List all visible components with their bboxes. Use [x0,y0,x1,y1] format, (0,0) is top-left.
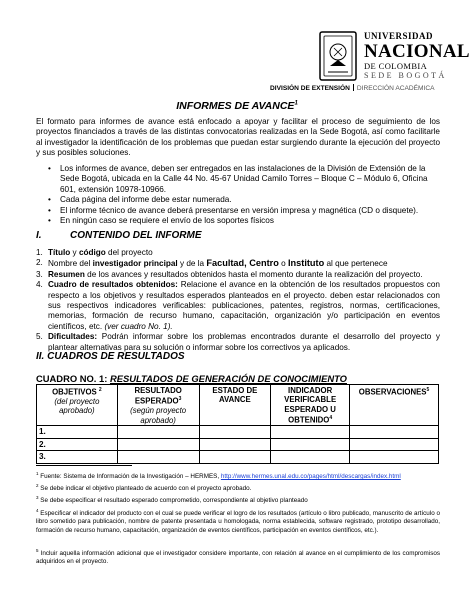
col-header-resultado: RESULTADO ESPERADO$^3$ (según proyecto aprobado) [117,385,199,426]
table-caption: CUADRO NO. 1: RESULTADOS DE GENERACIÓN DE CONOCIMIENTO [36,373,347,384]
hermes-link[interactable]: http://www.hermes.unal.edu.co/pages/html/descargas/index.html [220,473,401,481]
department-sub: DIRECCIÓN ACADÉMICA [356,85,435,92]
list-item: 3. Resumen de los avances y resultados obtenidos hasta el momento durante la realización del proyecto. [36,269,423,279]
col-header-estado: ESTADO DE AVANCE [199,385,271,426]
logo-line-nacional: NACIONAL [364,41,470,62]
list-item: 2. Nombre del investigador principal y de la Facultad, Centro o Instituto al que pertenece [36,258,388,269]
list-item: • En ningún caso se requiere el envío de los soportes físicos [48,216,440,226]
footnote-1: $^1$ Fuente: Sistema de Información de la Investigación – HERMES, http://www.hermes.unal.edu.co/pages/html/descargas/index.html [36,471,401,481]
intro-paragraph: El formato para informes de avance está enfocado a apoyar y facilitar el proceso de seguimiento de los proyectos financiados a través de las distintas convocatorias realizadas en la Sede Bogotá, así como facilitarle al investigador la identificación de los problemas que puedan estar surgiendo durante la ejecución del proyecto y sus posibles soluciones. [36,117,440,158]
logo-line-universidad: UNIVERSIDAD [364,31,434,41]
list-item: • Cada página del informe debe estar numerada. [48,195,440,205]
list-item: 4. Cuadro de resultados obtenidos: Relacione el avance en la obtención de los resultados propuestos con respecto a los objetivos y resultados esperados planteados en el proyecto. deben estar relacionados con sus respectivos indicadores verificables: publicaciones, patentes, registros, normas, certificaciones, memorias, formación de recurso humano, capacitación, organización y/o participación en eventos científicos, etc. (ver cuadro No. 1). [36,280,440,331]
logo-line-colombia: DE COLOMBIA [364,61,428,71]
divider [353,84,354,91]
section-heading-cuadros: II. CUADROS DE RESULTADOS [36,351,185,362]
footnote-5: $^5$ Incluir aquella información adicional que el investigador considere importante, con relación al avance en el cumplimiento de los compromisos adquiridos en el proyecto. [36,548,440,566]
section-heading-contenido [36,230,201,241]
table-row: 1. [37,426,439,439]
department-line [270,84,435,92]
university-seal-icon [318,30,358,82]
department-name: DIVISIÓN DE EXTENSIÓN [270,85,350,92]
col-header-indicador: INDICADOR VERIFICABLE ESPERADO U OBTENIDO$^4$ [271,385,350,426]
table-header-row [37,385,439,426]
section-title: CONTENIDO DEL INFORME [70,230,202,241]
title-footnote-ref: 1 [294,100,298,107]
footnote-4: $^4$ Especificar el indicador del producto con el cual se puede verificar el logro de los resultados (artículo o libro publicado, manuscrito de artículo o libro sometido para publicación, nombre de patente presentada u homologada, norma establecida, software registrado, prototipo desarrollado, formación de recurso humano, capacitación, organización de eventos científicos, participación en eventos científicos, etc.). [36,508,440,534]
list-item: 5. Dificultades: Podrán informar sobre los problemas encontrados durante el desarrollo del proyecto y plantear alternativas para su solución o informar sobre los correctivos ya aplicados. [36,332,440,352]
list-item: 1. Título y código del proyecto [36,248,153,257]
results-table [36,384,439,464]
table-row: 3. [37,451,439,464]
footnote-3: $^3$ Se debe especificar el resultado esperado comprometido, correspondiente al objetivo planteado [36,495,308,505]
logo-line-sede: SEDE BOGOTÁ [364,70,447,80]
footnote-2: $^2$ Se debe indicar el objetivo planteado de acuerdo con el proyecto aprobado. [36,483,252,493]
col-header-observaciones: OBSERVACIONES$^5$ [350,385,439,426]
list-item: • El informe técnico de avance deberá presentarse en versión impresa y magnética (CD o disquete). [48,206,440,216]
page-title-text: INFORMES DE AVANCE [176,100,295,112]
footnote-divider [36,465,132,466]
university-logo [318,30,468,90]
table-row: 2. [37,438,439,451]
col-header-objetivos: OBJETIVOS $^2$ (del proyecto aprobado) [37,385,118,426]
section-number: I. [36,230,42,241]
page-title [0,100,474,112]
content-items-list [36,248,440,353]
list-item: • Los informes de avance, deben ser entregados en las instalaciones de la División de Extensión de la Sede Bogotá, ubicada en la Calle 44 No. 45-67 Unidad Camilo Torres – Bloque C – Módulo 6, Oficina 601, extensión 10978-10966. [48,164,440,195]
instructions-list [48,164,440,226]
